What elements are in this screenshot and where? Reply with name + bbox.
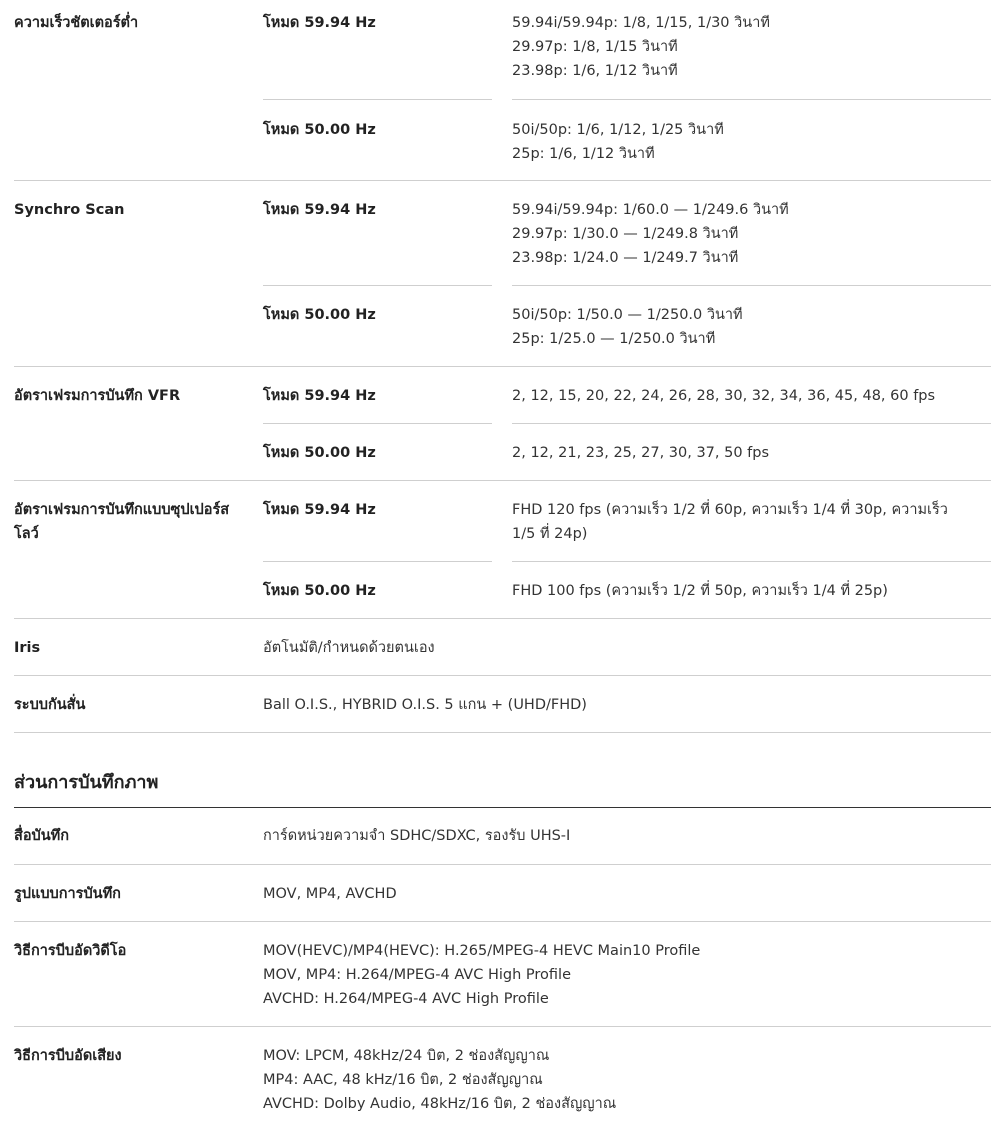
value-line: 59.94i/59.94p: 1/60.0 — 1/249.6 วินาที	[512, 202, 789, 218]
spec-label: Iris	[14, 640, 41, 656]
mode-values	[512, 118, 991, 166]
value-line: อัตโนมัติ/กำหนดด้วยตนเอง	[263, 640, 435, 656]
value-line: MOV(HEVC)/MP4(HEVC): H.265/MPEG-4 HEVC Main10 Profile	[263, 943, 701, 959]
spec-mode-row	[263, 562, 991, 603]
value-line: MP4: AAC, 48 kHz/16 บิต, 2 ช่องสัญญาณ	[263, 1072, 543, 1088]
spec-mode-row	[263, 498, 991, 562]
value-line: AVCHD: Dolby Audio, 48kHz/16 บิต, 2 ช่องสัญญาณ	[263, 1096, 617, 1112]
value-line: 29.97p: 1/8, 1/15 วินาที	[512, 39, 678, 55]
spec-label: สื่อบันทึก	[14, 828, 70, 844]
mode-label: โหมด 50.00 Hz	[263, 445, 376, 461]
value-line: 29.97p: 1/30.0 — 1/249.8 วินาที	[512, 226, 739, 242]
mode-label: โหมด 59.94 Hz	[263, 502, 376, 518]
mode-label: โหมด 59.94 Hz	[263, 15, 376, 31]
mode-label: โหมด 50.00 Hz	[263, 307, 376, 323]
value-line: การ์ดหน่วยความจำ SDHC/SDXC, รองรับ UHS-I	[263, 828, 571, 844]
spec-label: รูปแบบการบันทึก	[14, 886, 121, 902]
spec-row-audio-compression	[14, 1027, 991, 1127]
mode-label: โหมด 50.00 Hz	[263, 122, 376, 138]
spec-row-low-shutter-speed	[14, 11, 991, 181]
spec-table-camera	[14, 11, 991, 733]
spec-row-iris	[14, 619, 991, 676]
spec-table-recording	[14, 808, 991, 1127]
value-line: AVCHD: H.264/MPEG-4 AVC High Profile	[263, 991, 549, 1007]
value-line: FHD 120 fps (ความเร็ว 1/2 ที่ 60p, ความเร็ว 1/4 ที่ 30p, ความเร็ว 1/5 ที่ 24p)	[512, 502, 948, 542]
spec-row-stabilizer	[14, 676, 991, 733]
value-line: MOV, MP4: H.264/MPEG-4 AVC High Profile	[263, 967, 571, 983]
spec-row-video-compression	[14, 922, 991, 1027]
value-line: 50i/50p: 1/50.0 — 1/250.0 วินาที	[512, 307, 743, 323]
value-line: FHD 100 fps (ความเร็ว 1/2 ที่ 50p, ความเร็ว 1/4 ที่ 25p)	[512, 583, 888, 599]
spec-label: ระบบกันสั่น	[14, 697, 86, 713]
value-line: MOV, MP4, AVCHD	[263, 886, 397, 902]
value-line: 2, 12, 21, 23, 25, 27, 30, 37, 50 fps	[512, 445, 770, 461]
spec-mode-row	[263, 11, 991, 100]
spec-mode-row	[263, 286, 991, 351]
spec-label: อัตราเฟรมการบันทึก VFR	[14, 388, 181, 404]
spec-label: Synchro Scan	[14, 202, 125, 218]
mode-label: โหมด 59.94 Hz	[263, 202, 376, 218]
value-line: 23.98p: 1/6, 1/12 วินาที	[512, 63, 678, 79]
spec-mode-row	[263, 198, 991, 286]
mode-values	[512, 441, 991, 465]
value-line: 59.94i/59.94p: 1/8, 1/15, 1/30 วินาที	[512, 15, 770, 31]
spec-label: วิธีการบีบอัดวิดีโอ	[14, 943, 127, 959]
spec-row-super-slow-frame-rate	[14, 481, 991, 619]
mode-values	[512, 198, 991, 286]
value-line: 50i/50p: 1/6, 1/12, 1/25 วินาที	[512, 122, 724, 138]
value-line: 25p: 1/6, 1/12 วินาที	[512, 146, 655, 162]
value-line: 23.98p: 1/24.0 — 1/249.7 วินาที	[512, 250, 739, 266]
mode-values	[512, 498, 991, 562]
value-line: 25p: 1/25.0 — 1/250.0 วินาที	[512, 331, 716, 347]
mode-values	[512, 303, 991, 351]
spec-label: ความเร็วชัตเตอร์ต่ำ	[14, 15, 139, 31]
mode-values	[512, 579, 991, 603]
spec-row-synchro-scan	[14, 181, 991, 367]
section-title-recording: ส่วนการบันทึกภาพ	[14, 772, 159, 793]
spec-mode-row	[263, 424, 991, 465]
spec-row-recording-format	[14, 865, 991, 922]
spec-label: อัตราเฟรมการบันทึกแบบซุปเปอร์สโลว์	[14, 502, 230, 542]
value-line: MOV: LPCM, 48kHz/24 บิต, 2 ช่องสัญญาณ	[263, 1048, 550, 1064]
value-line: 2, 12, 15, 20, 22, 24, 26, 28, 30, 32, 34, 36, 45, 48, 60 fps	[512, 388, 936, 404]
value-line: Ball O.I.S., HYBRID O.I.S. 5 แกน + (UHD/FHD)	[263, 697, 587, 713]
mode-values	[512, 11, 991, 100]
mode-values	[512, 384, 991, 424]
spec-label: วิธีการบีบอัดเสียง	[14, 1048, 122, 1064]
spec-row-vfr-frame-rate	[14, 367, 991, 481]
mode-label: โหมด 50.00 Hz	[263, 583, 376, 599]
mode-label: โหมด 59.94 Hz	[263, 388, 376, 404]
spec-mode-row	[263, 384, 991, 424]
spec-mode-row	[263, 100, 991, 166]
spec-row-recording-media	[14, 808, 991, 865]
